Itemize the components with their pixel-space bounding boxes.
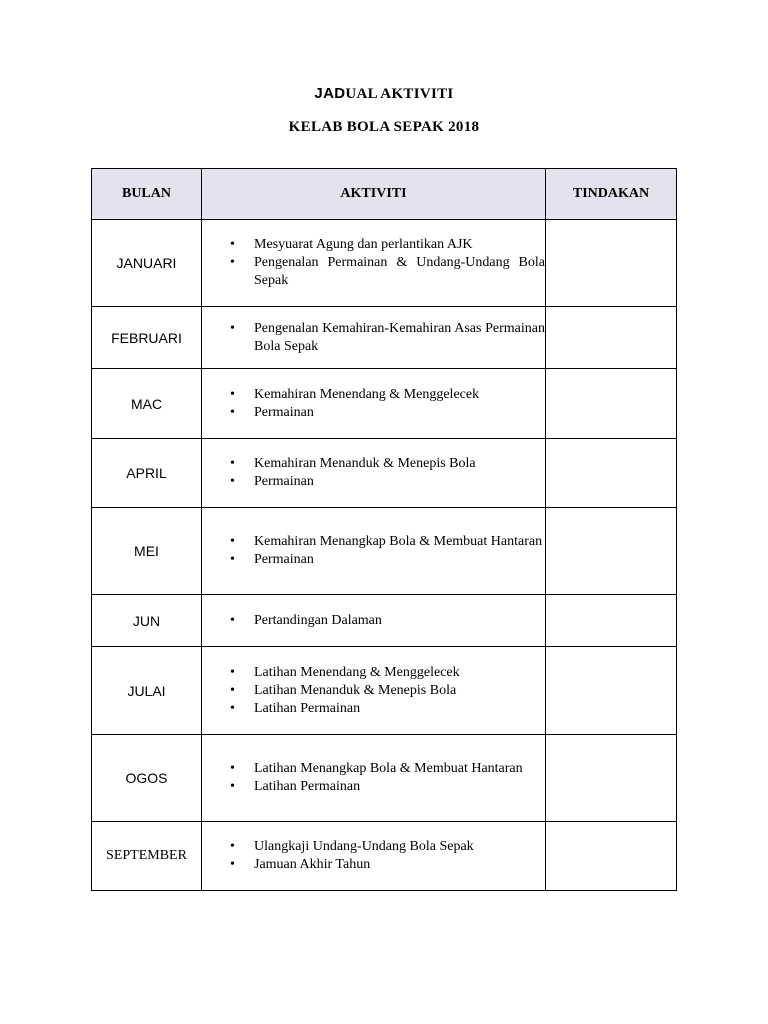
activity-cell [202, 822, 546, 891]
document-title-rest: UAL AKTIVITI [345, 86, 454, 102]
activity-item: • Pengenalan Permainan & Undang-Undang Bola Sepak [254, 254, 545, 290]
header-tindakan: TINDAKAN [546, 169, 677, 220]
activity-item: • Permainan [254, 551, 545, 569]
tindakan-cell [546, 307, 677, 369]
tindakan-cell [546, 369, 677, 439]
table-row [92, 307, 677, 369]
table-row [92, 220, 677, 307]
activity-item: • Pertandingan Dalaman [254, 612, 545, 630]
activity-item: • Permainan [254, 473, 545, 491]
month-cell: APRIL [92, 439, 202, 508]
activity-table [91, 168, 677, 891]
tindakan-cell [546, 735, 677, 822]
table-row [92, 508, 677, 595]
activity-list [202, 386, 545, 422]
table-row [92, 595, 677, 647]
activity-list [202, 455, 545, 491]
activity-list [202, 236, 545, 290]
activity-item: • Latihan Permainan [254, 778, 545, 796]
month-cell: JULAI [92, 647, 202, 735]
table-row [92, 369, 677, 439]
activity-cell [202, 307, 546, 369]
activity-cell [202, 647, 546, 735]
activity-item: • Mesyuarat Agung dan perlantikan AJK [254, 236, 545, 254]
header-aktiviti: AKTIVITI [202, 169, 546, 220]
month-cell: MEI [92, 508, 202, 595]
table-row [92, 647, 677, 735]
tindakan-cell [546, 595, 677, 647]
activity-item: • Pengenalan Kemahiran-Kemahiran Asas Permainan Bola Sepak [254, 320, 545, 356]
activity-cell [202, 508, 546, 595]
header-bulan: BULAN [92, 169, 202, 220]
document-title-lead: JAD [314, 85, 346, 102]
activity-cell [202, 220, 546, 307]
month-cell: MAC [92, 369, 202, 439]
activity-item: • Ulangkaji Undang-Undang Bola Sepak [254, 838, 545, 856]
table-header-row [92, 169, 677, 220]
activity-cell [202, 595, 546, 647]
activity-item: • Jamuan Akhir Tahun [254, 856, 545, 874]
activity-item: • Latihan Permainan [254, 700, 545, 718]
activity-item: • Kemahiran Menendang & Menggelecek [254, 386, 545, 404]
tindakan-cell [546, 822, 677, 891]
activity-cell [202, 735, 546, 822]
activity-list [202, 664, 545, 718]
activity-cell [202, 369, 546, 439]
tindakan-cell [546, 508, 677, 595]
activity-list [202, 760, 545, 796]
tindakan-cell [546, 439, 677, 508]
table-body [92, 220, 677, 891]
table-row [92, 735, 677, 822]
month-cell: JUN [92, 595, 202, 647]
month-cell: JANUARI [92, 220, 202, 307]
month-cell: FEBRUARI [92, 307, 202, 369]
activity-list [202, 612, 545, 630]
activity-item: • Latihan Menanduk & Menepis Bola [254, 682, 545, 700]
table-row [92, 439, 677, 508]
document-subtitle: KELAB BOLA SEPAK 2018 [288, 119, 480, 135]
activity-cell [202, 439, 546, 508]
activity-list [202, 838, 545, 874]
tindakan-cell [546, 647, 677, 735]
activity-item: • Kemahiran Menangkap Bola & Membuat Hantaran [254, 533, 545, 551]
month-cell: OGOS [92, 735, 202, 822]
activity-item: • Kemahiran Menanduk & Menepis Bola [254, 455, 545, 473]
activity-item: • Permainan [254, 404, 545, 422]
document-title [0, 85, 768, 103]
activity-list [202, 533, 545, 569]
tindakan-cell [546, 220, 677, 307]
table-row [92, 822, 677, 891]
activity-item: • Latihan Menendang & Menggelecek [254, 664, 545, 682]
activity-list [202, 320, 545, 356]
month-cell: SEPTEMBER [92, 822, 202, 891]
activity-item: • Latihan Menangkap Bola & Membuat Hantaran [254, 760, 545, 778]
